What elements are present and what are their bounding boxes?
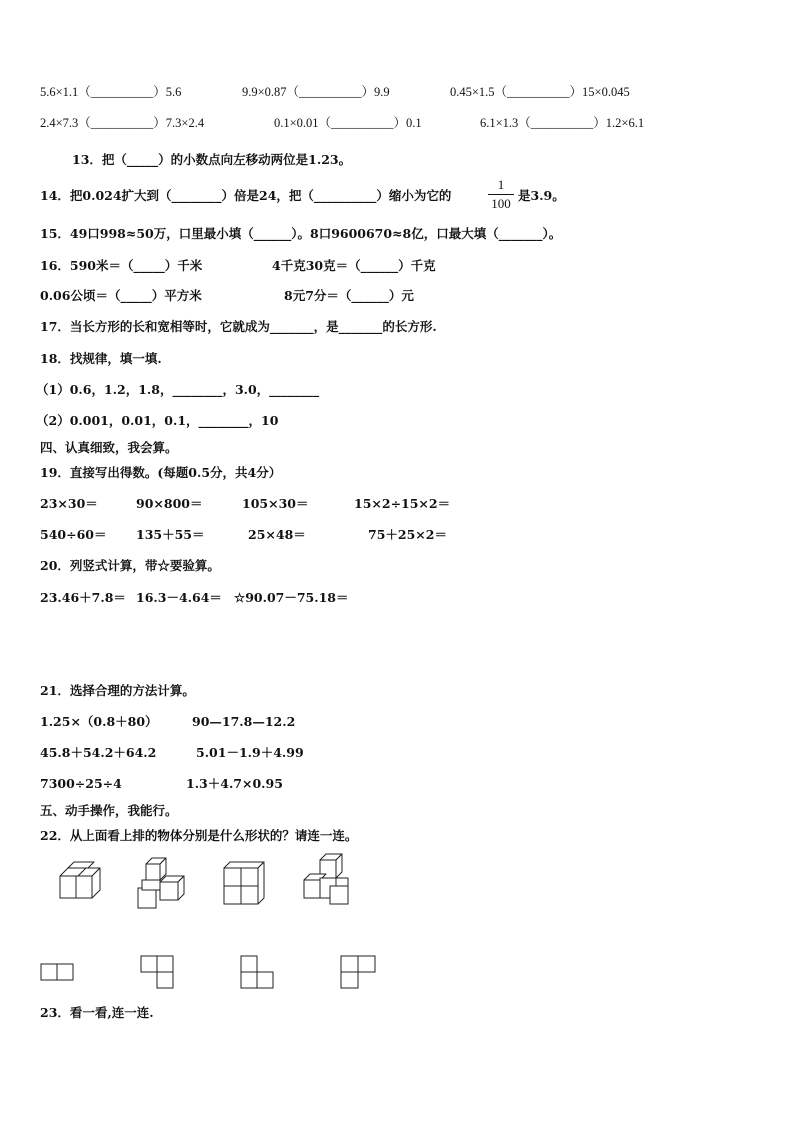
cube-figure-4 — [300, 852, 354, 908]
question-23: 23．看一看,连一连. — [40, 1005, 154, 1020]
q19-item-8: 75＋25×2＝ — [368, 527, 447, 542]
q20-item-2: 16.3－4.64＝ — [136, 590, 222, 605]
question-16c: 0.06公顷＝（_____）平方米 — [40, 288, 202, 303]
top-view-shape-4 — [340, 955, 378, 991]
q19-item-2: 90×800＝ — [136, 496, 203, 511]
question-14-tail: 是3.9。 — [518, 188, 565, 203]
q19-item-3: 105×30＝ — [242, 496, 309, 511]
compare-item-6: 6.1×1.3（__________）1.2×6.1 — [480, 116, 645, 130]
fraction-denominator: 100 — [491, 196, 511, 211]
question-18-part-1: （1）0.6，1.2，1.8，________，3.0，________ — [36, 382, 320, 397]
question-13: 13．把（_____）的小数点向左移动两位是1.23。 — [72, 152, 352, 167]
q21-item-2: 90—17.8—12.2 — [192, 714, 296, 729]
question-14 — [40, 188, 451, 204]
question-22: 22．从上面看上排的物体分别是什么形状的？请连一连。 — [40, 828, 358, 843]
cube-figure-1 — [54, 860, 104, 910]
q20-item-3: ☆90.07－75.18＝ — [234, 590, 349, 605]
fraction-numerator: 1 — [497, 177, 505, 192]
compare-item-3: 0.45×1.5（__________）15×0.045 — [450, 85, 630, 99]
question-14-text: 14．把0.024扩大到（________）倍是24，把（__________）缩小为它的 — [40, 188, 452, 203]
cube-figure-3 — [222, 860, 268, 908]
question-17: 17．当长方形的长和宽相等时，它就成为_______，是_______的长方形. — [40, 319, 437, 334]
question-20-title: 20．列竖式计算，带☆要验算。 — [40, 558, 220, 573]
q20-item-1: 23.46＋7.8＝ — [40, 590, 126, 605]
q19-item-7: 25×48＝ — [248, 527, 306, 542]
top-view-shape-2 — [140, 955, 176, 991]
section-5-heading: 五、动手操作，我能行。 — [40, 803, 178, 818]
q19-item-1: 23×30＝ — [40, 496, 98, 511]
cube-figure-2 — [136, 858, 188, 912]
fraction-1-100 — [488, 177, 514, 212]
q19-item-5: 540÷60＝ — [40, 527, 107, 542]
q19-item-6: 135＋55＝ — [136, 527, 205, 542]
question-16d: 8元7分＝（______）元 — [284, 288, 414, 303]
question-16b: 4千克30克＝（______）千克 — [272, 258, 436, 273]
q19-item-4: 15×2÷15×2＝ — [354, 496, 451, 511]
q21-item-4: 5.01－1.9＋4.99 — [196, 745, 304, 760]
compare-item-4: 2.4×7.3（__________）7.3×2.4 — [40, 116, 205, 130]
question-19-title: 19．直接写出得数。(每题0.5分，共4分） — [40, 465, 282, 480]
top-view-shape-1 — [40, 963, 76, 983]
question-15: 15．49口998≈50万，口里最小填（______）。8口9600670≈8亿，口最大填（_______）。 — [40, 226, 562, 241]
q21-item-6: 1.3＋4.7×0.95 — [186, 776, 283, 791]
question-18-part-2: （2）0.001，0.01，0.1，________，10 — [36, 413, 279, 428]
question-18-title: 18．找规律，填一填. — [40, 351, 162, 366]
question-21-title: 21．选择合理的方法计算。 — [40, 683, 195, 698]
q21-item-3: 45.8＋54.2＋64.2 — [40, 745, 157, 760]
compare-item-5: 0.1×0.01（__________）0.1 — [274, 116, 422, 130]
q21-item-1: 1.25×（0.8＋80） — [40, 714, 158, 729]
top-view-shape-3 — [240, 955, 276, 991]
compare-item-1: 5.6×1.1（__________）5.6 — [40, 85, 182, 99]
question-16a: 16．590米＝（_____）千米 — [40, 258, 203, 273]
section-4-heading: 四、认真细致，我会算。 — [40, 440, 178, 455]
compare-item-2: 9.9×0.87（__________）9.9 — [242, 85, 390, 99]
q21-item-5: 7300÷25÷4 — [40, 776, 122, 791]
